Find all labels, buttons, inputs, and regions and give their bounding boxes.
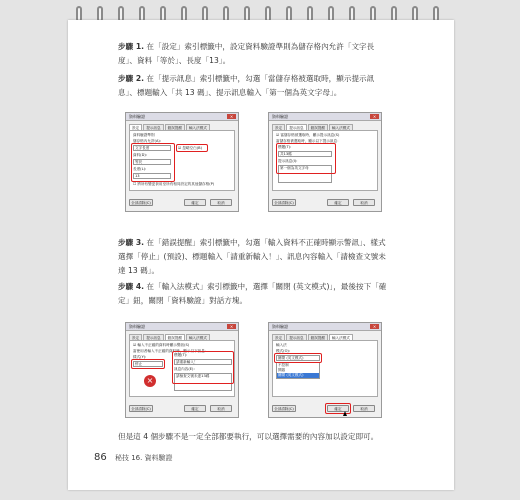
- cancel-button[interactable]: 取消: [353, 405, 375, 412]
- length-label: 長度(L):: [133, 167, 147, 171]
- step-2: [118, 72, 388, 100]
- ok-button[interactable]: 確定: [327, 199, 349, 206]
- close-icon[interactable]: ×: [370, 324, 379, 329]
- hint-header: 當儲存格被選取時，顯示以下提示訊息：: [276, 139, 341, 143]
- clear-all-button[interactable]: 全部清除(C): [129, 199, 153, 206]
- ignore-blank-label: 忽略空白(B): [182, 146, 203, 150]
- tab-error-alert[interactable]: 錯誤提醒: [308, 124, 328, 130]
- title-input[interactable]: 請重新輸入！: [174, 359, 232, 365]
- highlight-box: [274, 353, 322, 363]
- data-validation-dialog-settings: [125, 112, 239, 212]
- message-label: 提示訊息(I):: [278, 159, 298, 163]
- ignore-blank-checkbox[interactable]: ☑ 忽略空白(B): [178, 146, 203, 150]
- close-icon[interactable]: ×: [370, 114, 379, 119]
- tab-error-alert[interactable]: 錯誤提醒: [308, 334, 328, 340]
- tab-ime-mode[interactable]: 輸入法模式: [186, 334, 210, 340]
- chapter-label: 秘技 16.: [114, 454, 143, 462]
- cancel-button[interactable]: 取消: [210, 405, 232, 412]
- length-input[interactable]: 13: [133, 173, 171, 179]
- step-1-text: 在「設定」索引標籤中，設定資料驗證準則為儲存格內允許「文字長度」、資料「等於」、長度「13」。: [118, 42, 375, 65]
- close-icon[interactable]: ×: [227, 324, 236, 329]
- clear-all-button[interactable]: 全部清除(C): [272, 199, 296, 206]
- data-select[interactable]: 等於: [133, 159, 171, 165]
- chapter-title: 資料驗證: [144, 454, 173, 462]
- show-error-label: 輸入不正確的資料時顯示警訊(S): [137, 343, 190, 347]
- step-3-text: 在「錯誤提醒」索引標籤中，勾選「輸入資料不正確時顯示警訊」、樣式選擇「停止」(預設)、標題輸入「請重新輸入！」、訊息內容輸入「請檢查文號未達 13 碼」。: [118, 238, 386, 275]
- page-number: 86: [94, 452, 107, 463]
- step-3-label: 步驟 3.: [118, 238, 144, 247]
- ime-section: 輸入法: [276, 343, 287, 347]
- highlight-box: [131, 359, 165, 369]
- mouse-cursor-icon: [343, 411, 347, 416]
- tab-input-message[interactable]: 提示訊息: [143, 334, 163, 340]
- title-input[interactable]: 共13碼: [278, 151, 332, 157]
- tab-error-alert[interactable]: 錯誤提醒: [165, 334, 185, 340]
- show-error-checkbox[interactable]: ☑ 輸入不正確的資料時顯示警訊(S): [133, 343, 190, 347]
- style-select[interactable]: 停止: [133, 361, 163, 367]
- ok-button[interactable]: 確定: [184, 199, 206, 206]
- message-input[interactable]: 第一個為英文字母: [278, 165, 332, 183]
- mode-option[interactable]: 不控制: [278, 363, 289, 367]
- step-1: [118, 40, 388, 68]
- step-1-label: 步驟 1.: [118, 42, 144, 51]
- ok-button[interactable]: 確定: [184, 405, 206, 412]
- mode-dropdown-list: [276, 362, 320, 379]
- mode-option[interactable]: 開啟: [278, 368, 286, 372]
- show-input-checkbox[interactable]: ☑ 當儲存格被選取時，顯示提示訊息(S): [276, 133, 340, 137]
- apply-all-label: 將所有變更套用至所有相同設定的其他儲存格(P): [137, 182, 215, 186]
- mode-select[interactable]: 關閉 (英文模式): [276, 355, 320, 361]
- dialog-title: 資料驗證: [129, 114, 145, 119]
- step-3: [118, 236, 388, 278]
- title-label: 標題(T):: [174, 353, 188, 357]
- highlight-box: [325, 403, 351, 414]
- step-4-label: 步驟 4.: [118, 282, 144, 291]
- step-4-text: 在「輸入法模式」索引標籤中，選擇「關閉 (英文模式)」，最後按下「確定」鈕，關閉「資料驗證」對話方塊。: [118, 282, 387, 305]
- allow-label: 儲存格內允許(A):: [133, 139, 162, 143]
- tab-settings[interactable]: 設定: [272, 334, 285, 340]
- cancel-button[interactable]: 取消: [210, 199, 232, 206]
- data-validation-dialog-input-message: [268, 112, 382, 212]
- step-2-label: 步驟 2.: [118, 74, 144, 83]
- step-4: [118, 280, 388, 308]
- tab-ime-mode[interactable]: 輸入法模式: [329, 124, 353, 130]
- hint-header: 當使用者輸入不正確的資料時，顯示以下訊息：: [133, 349, 209, 353]
- tab-ime-mode[interactable]: 輸入法模式: [186, 124, 210, 130]
- mode-option-selected[interactable]: 關閉 (英文模式): [277, 373, 319, 378]
- dialog-title: 資料驗證: [272, 324, 288, 329]
- mode-label: 模式(O):: [276, 349, 291, 353]
- tab-settings[interactable]: 設定: [129, 124, 142, 130]
- data-label: 資料(D):: [133, 153, 147, 157]
- close-icon[interactable]: ×: [227, 114, 236, 119]
- cancel-button[interactable]: 取消: [353, 199, 375, 206]
- message-input[interactable]: 請檢查文號未達13碼: [174, 373, 232, 391]
- title-label: 標題(T):: [278, 145, 292, 149]
- closing-note: 但是這 4 個步驟不是一定全部都要執行，可以選擇需要的內容加以設定即可。: [118, 432, 379, 441]
- dialog-title: 資料驗證: [129, 324, 145, 329]
- style-label: 樣式(Y):: [133, 355, 147, 359]
- show-input-label: 當儲存格被選取時，顯示提示訊息(S): [280, 133, 340, 137]
- tab-settings[interactable]: 設定: [272, 124, 285, 130]
- highlight-box: [172, 351, 234, 384]
- highlight-box: [276, 143, 336, 174]
- stop-icon: ×: [144, 375, 156, 387]
- step-2-text: 在「提示訊息」索引標籤中，勾選「當儲存格被選取時，顯示提示訊息」、標題輸入「共 13 碼」、提示訊息輸入「第一個為英文字母」。: [118, 74, 375, 97]
- allow-select[interactable]: 文字長度: [133, 145, 171, 151]
- tab-error-alert[interactable]: 錯誤提醒: [165, 124, 185, 130]
- data-validation-dialog-error-alert: [125, 322, 239, 418]
- message-label: 訊息內容(E):: [174, 367, 195, 371]
- dialog-title: 資料驗證: [272, 114, 288, 119]
- apply-all-checkbox[interactable]: ☐ 將所有變更套用至所有相同設定的其他儲存格(P): [133, 182, 215, 186]
- page-footer: [94, 452, 173, 463]
- tab-settings[interactable]: 設定: [129, 334, 142, 340]
- criteria-section: 資料驗證準則: [133, 133, 155, 137]
- tab-input-message[interactable]: 提示訊息: [286, 334, 306, 340]
- clear-all-button[interactable]: 全部清除(C): [272, 405, 296, 412]
- clear-all-button[interactable]: 全部清除(C): [129, 405, 153, 412]
- tab-input-message[interactable]: 提示訊息: [143, 124, 163, 130]
- highlight-box: [131, 143, 175, 182]
- ok-button[interactable]: 確定: [327, 405, 349, 412]
- tab-input-message[interactable]: 提示訊息: [286, 124, 306, 130]
- highlight-box: [176, 144, 208, 152]
- tab-ime-mode[interactable]: 輸入法模式: [329, 334, 353, 340]
- data-validation-dialog-ime-mode: [268, 322, 382, 418]
